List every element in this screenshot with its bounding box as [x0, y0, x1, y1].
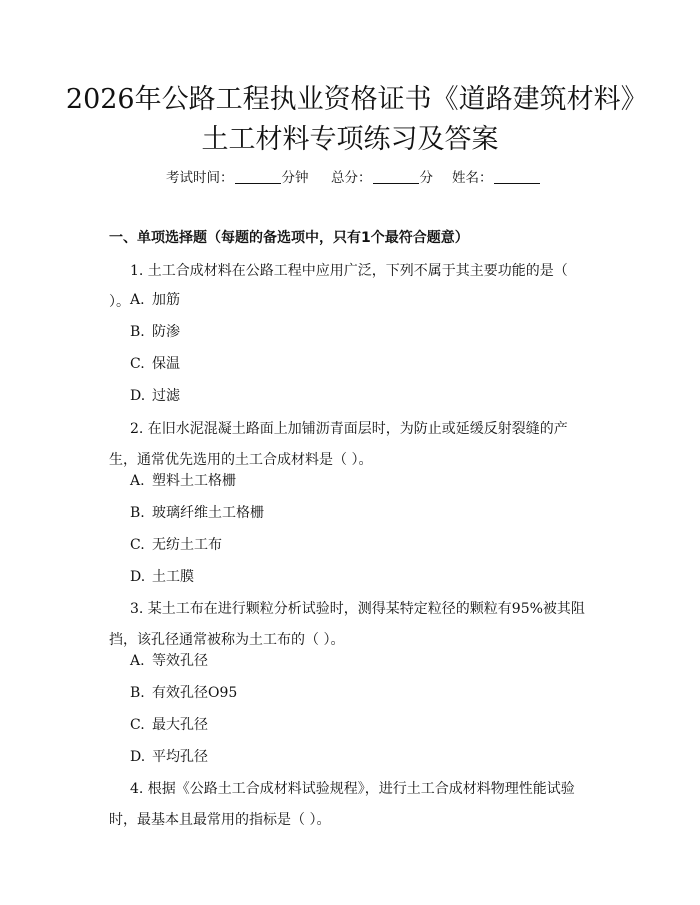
q2-option-b[interactable]: B. 玻璃纤维土工格栅: [130, 505, 264, 521]
exam-time-blank[interactable]: [235, 169, 281, 184]
exam-time-unit: 分钟: [281, 170, 309, 186]
q2-option-a[interactable]: A. 塑料土工格栅: [130, 473, 236, 489]
name-label: 姓名：: [452, 170, 493, 186]
total-score-unit: 分: [419, 170, 433, 186]
q1-option-c[interactable]: C. 保温: [130, 356, 180, 372]
question-2: 2. 在旧水泥混凝土路面上加铺沥青面层时，为防止或延缓反射裂缝的产生，通常优先选用的土工合成材料是（ ）。: [109, 421, 568, 468]
q3-option-a[interactable]: A. 等效孔径: [130, 653, 208, 669]
q3-option-c[interactable]: C. 最大孔径: [130, 717, 208, 733]
q2-option-d[interactable]: D. 土工膜: [130, 569, 194, 585]
question-3: 3. 某土工布在进行颗粒分析试验时，测得某特定粒径的颗粒有95%被其阻挡，该孔径通常被称为土工布的（ ）。: [109, 601, 585, 648]
question-1: 1. 土工合成材料在公路工程中应用广泛，下列不属于其主要功能的是（ ）。: [109, 263, 568, 310]
exam-time-label: 考试时间：: [166, 170, 234, 186]
name-field: [452, 168, 541, 188]
total-score-field: [331, 168, 433, 188]
document-title: 2026年公路工程执业资格证书《道路建筑材料》土工材料专项练习及答案: [65, 84, 635, 155]
exam-time-field: [166, 168, 309, 188]
name-blank[interactable]: [494, 169, 540, 184]
q3-option-d[interactable]: D. 平均孔径: [130, 749, 208, 765]
q3-option-b[interactable]: B. 有效孔径O95: [130, 685, 238, 701]
section-heading: 一、单项选择题（每题的备选项中，只有1个最符合题意）: [109, 230, 469, 246]
total-score-label: 总分：: [331, 170, 372, 186]
question-4: 4. 根据《公路土工合成材料试验规程》，进行土工合成材料物理性能试验时，最基本且最常用的指标是（ ）。: [109, 781, 575, 828]
q1-option-b[interactable]: B. 防渗: [130, 324, 180, 340]
q2-option-c[interactable]: C. 无纺土工布: [130, 537, 222, 553]
q1-option-d[interactable]: D. 过滤: [130, 388, 180, 404]
q1-option-a[interactable]: A. 加筋: [130, 292, 180, 308]
total-score-blank[interactable]: [373, 169, 419, 184]
